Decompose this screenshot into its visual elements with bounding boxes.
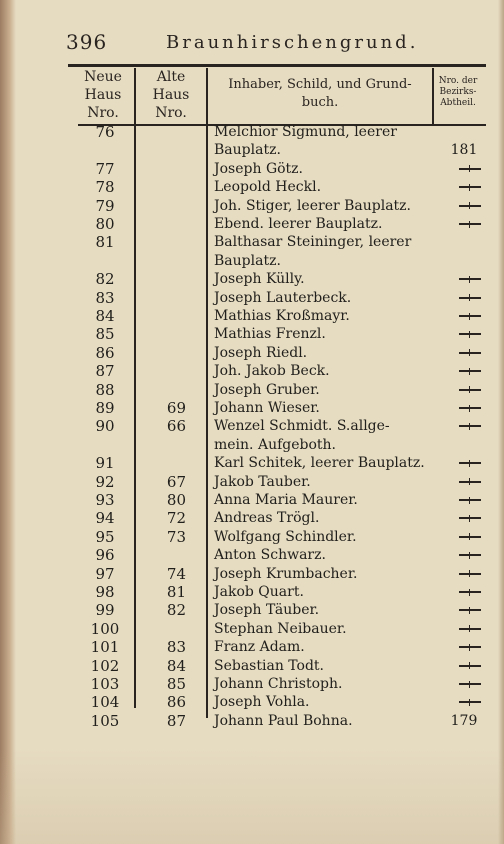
inhaber-text: Mathias Frenzl.	[214, 326, 326, 343]
alte-haus-nro: 72	[166, 509, 186, 528]
neue-haus-nro: 98	[95, 583, 115, 601]
ditto-tick	[469, 478, 470, 485]
ditto-tick	[469, 625, 470, 632]
inhaber-text: mein. Aufgeboth.	[214, 436, 336, 453]
table-row	[0, 398, 504, 418]
inhaber-text: Joseph Gruber.	[214, 381, 320, 398]
ditto-tick	[469, 276, 470, 283]
bezirks-nro	[438, 619, 490, 639]
table-row	[0, 490, 504, 510]
table-row	[0, 619, 504, 639]
inhaber-text: Jakob Quart.	[214, 584, 304, 600]
table-row	[0, 177, 504, 197]
inhaber-text: Andreas Trögl.	[214, 510, 320, 527]
inhaber-text: Joseph Götz.	[214, 160, 304, 177]
neue-haus-nro: 84	[95, 307, 115, 325]
ditto-tick	[469, 662, 470, 669]
bezirks-nro: 179	[450, 712, 478, 729]
table-row	[0, 545, 504, 565]
alte-haus-nro: 81	[166, 583, 186, 601]
ditto-dash	[459, 407, 481, 409]
ditto-tick	[469, 460, 470, 467]
table-row	[0, 637, 504, 657]
inhaber-text: Joh. Jakob Beck.	[214, 363, 330, 380]
table-row	[0, 196, 504, 216]
neue-haus-nro: 94	[95, 509, 115, 528]
ditto-tick	[469, 294, 470, 301]
bezirks-nro	[438, 508, 490, 528]
ditto-tick	[469, 202, 470, 209]
ditto-dash	[459, 573, 481, 575]
neue-haus-nro: 90	[95, 417, 115, 436]
table-row	[0, 527, 504, 547]
ditto-dash	[459, 481, 481, 483]
neue-haus-nro: 102	[90, 656, 120, 675]
ditto-dash	[459, 370, 481, 372]
column-header-line: Nro. der	[438, 76, 478, 86]
column-header-line: buch.	[301, 95, 339, 110]
ditto-dash	[459, 297, 481, 299]
neue-haus-nro: 80	[95, 215, 115, 233]
alte-haus-nro: 82	[166, 601, 186, 620]
column-header-line: Bezirks-	[439, 87, 477, 97]
column-header-alte-haus	[140, 68, 202, 122]
neue-haus-nro: 103	[90, 675, 120, 693]
inhaber-text: Mathias Kroßmayr.	[214, 308, 350, 324]
inhaber-text: Franz Adam.	[214, 639, 305, 656]
neue-haus-nro: 83	[95, 288, 115, 307]
inhaber-text: Joseph Külly.	[214, 271, 305, 288]
ditto-dash	[459, 499, 481, 501]
ditto-dash	[459, 223, 481, 225]
bezirks-nro	[438, 361, 490, 381]
bezirks-nro	[438, 380, 490, 400]
bezirks-nro	[438, 692, 490, 712]
neue-haus-nro: 81	[95, 233, 115, 252]
ditto-tick	[469, 368, 470, 375]
alte-haus-nro: 67	[166, 472, 186, 491]
inhaber-text: Joseph Riedl.	[214, 344, 308, 361]
bezirks-nro	[438, 324, 490, 344]
ditto-dash	[459, 628, 481, 630]
table-row	[0, 214, 504, 234]
alte-haus-nro: 69	[166, 399, 186, 417]
header-rule	[68, 64, 486, 67]
table-row	[0, 508, 504, 528]
ditto-tick	[469, 699, 470, 706]
alte-haus-nro: 66	[166, 417, 186, 436]
ditto-tick	[469, 515, 470, 522]
ditto-dash	[459, 278, 481, 280]
bezirks-nro: 181	[450, 142, 478, 159]
bezirks-nro	[438, 637, 490, 657]
table-row	[0, 711, 504, 731]
neue-haus-nro: 91	[95, 454, 115, 473]
table-row	[0, 416, 504, 436]
ditto-dash	[459, 554, 481, 556]
ditto-tick	[469, 313, 470, 320]
alte-haus-nro: 85	[166, 675, 186, 693]
ditto-tick	[469, 533, 470, 540]
table-row	[0, 232, 504, 252]
table-row	[0, 324, 504, 344]
inhaber-text: Wolfgang Schindler.	[214, 528, 357, 545]
column-header-line: Inhaber, Schild, und Grund-	[228, 77, 412, 92]
table-row	[0, 692, 504, 712]
bezirks-nro	[438, 674, 490, 694]
ditto-tick	[469, 570, 470, 577]
neue-haus-nro: 97	[95, 564, 115, 583]
table-row	[0, 361, 504, 381]
ditto-dash	[459, 389, 481, 391]
neue-haus-nro: 79	[95, 196, 115, 215]
page-bottom-shade	[0, 748, 504, 844]
page-header	[66, 30, 486, 56]
neue-haus-nro: 101	[90, 638, 120, 657]
ditto-dash	[459, 517, 481, 519]
column-header-line: Alte	[156, 69, 186, 85]
table-row	[0, 472, 504, 492]
inhaber-text: Ebend. leerer Bauplatz.	[214, 216, 383, 232]
ditto-tick	[469, 681, 470, 688]
table-row	[0, 380, 504, 400]
ditto-dash	[459, 205, 481, 207]
table-row	[0, 159, 504, 179]
table-row	[0, 140, 504, 160]
column-header-line: Abtheil.	[440, 98, 476, 108]
bezirks-nro	[438, 288, 490, 308]
ditto-dash	[459, 462, 481, 464]
column-header-line: Haus	[84, 87, 122, 103]
bezirks-nro	[438, 269, 490, 289]
alte-haus-nro: 86	[166, 693, 186, 712]
bezirks-nro	[438, 582, 490, 602]
inhaber-text: Joseph Krumbacher.	[214, 565, 358, 582]
inhaber-text: Karl Schitek, leerer Bauplatz.	[214, 455, 425, 472]
inhaber-text: Joseph Lauterbeck.	[214, 289, 352, 306]
ditto-dash	[459, 186, 481, 188]
ditto-dash	[459, 683, 481, 685]
ditto-tick	[469, 552, 470, 559]
column-header-bezirks	[430, 76, 486, 109]
table-row	[0, 674, 504, 694]
inhaber-text: Stephan Neibauer.	[214, 620, 347, 637]
table-row	[0, 600, 504, 620]
bezirks-nro	[438, 600, 490, 620]
ditto-tick	[469, 184, 470, 191]
ditto-dash	[459, 591, 481, 593]
inhaber-text: Sebastian Todt.	[214, 657, 325, 674]
bezirks-nro	[438, 159, 490, 179]
ditto-dash	[459, 315, 481, 317]
column-header-line: Haus	[152, 87, 190, 103]
ditto-tick	[469, 165, 470, 172]
bezirks-nro	[438, 306, 490, 326]
neue-haus-nro: 88	[95, 380, 115, 399]
ditto-tick	[469, 331, 470, 338]
table-row	[0, 656, 504, 676]
column-header-line: Neue	[84, 69, 122, 85]
table-row	[0, 251, 504, 271]
running-title: Braunhirschengrund.	[166, 32, 419, 53]
neue-haus-nro: 99	[95, 601, 115, 620]
column-header-inhaber	[210, 76, 430, 112]
ditto-dash	[459, 536, 481, 538]
table-row	[0, 288, 504, 308]
ditto-tick	[469, 497, 470, 504]
inhaber-text: Melchior Sigmund, leerer	[214, 124, 397, 140]
neue-haus-nro: 89	[95, 399, 115, 417]
neue-haus-nro: 100	[90, 619, 120, 638]
inhaber-text: Balthasar Steininger, leerer	[214, 234, 412, 251]
inhaber-text: Bauplatz.	[214, 142, 281, 159]
ditto-dash	[459, 425, 481, 427]
neue-haus-nro: 96	[95, 546, 115, 565]
alte-haus-nro: 83	[166, 638, 186, 657]
inhaber-text: Johann Paul Bohna.	[214, 712, 353, 729]
table-row	[0, 306, 504, 326]
ditto-tick	[469, 349, 470, 356]
inhaber-text: Joseph Vohla.	[214, 694, 310, 711]
ditto-tick	[469, 405, 470, 412]
page-number: 396	[66, 30, 108, 54]
bezirks-nro	[438, 343, 490, 363]
alte-haus-nro: 80	[166, 491, 186, 509]
ditto-tick	[469, 644, 470, 651]
alte-haus-nro: 73	[166, 527, 186, 546]
ditto-tick	[469, 221, 470, 228]
alte-haus-nro: 84	[166, 656, 186, 675]
table-row	[0, 564, 504, 584]
inhaber-text: Bauplatz.	[214, 252, 281, 269]
neue-haus-nro: 104	[90, 693, 120, 712]
inhaber-text: Wenzel Schmidt. S.allge-	[214, 418, 390, 435]
ditto-dash	[459, 646, 481, 648]
ditto-tick	[469, 423, 470, 430]
ditto-tick	[469, 589, 470, 596]
table-row	[0, 582, 504, 602]
bezirks-nro	[438, 196, 490, 216]
inhaber-text: Johann Wieser.	[214, 400, 320, 416]
table-row	[0, 269, 504, 289]
inhaber-text: Jakob Tauber.	[214, 473, 311, 490]
bezirks-nro	[438, 527, 490, 547]
neue-haus-nro: 76	[95, 123, 115, 141]
table-row	[0, 435, 504, 455]
neue-haus-nro: 82	[95, 270, 115, 289]
alte-haus-nro: 74	[166, 564, 186, 583]
ditto-dash	[459, 665, 481, 667]
ditto-dash	[459, 352, 481, 354]
ditto-tick	[469, 607, 470, 614]
bezirks-nro	[438, 545, 490, 565]
bezirks-nro	[438, 564, 490, 584]
bezirks-nro	[438, 453, 490, 473]
table-row	[0, 122, 504, 142]
neue-haus-nro: 86	[95, 343, 115, 362]
ditto-dash	[459, 333, 481, 335]
bezirks-nro	[438, 490, 490, 510]
ditto-dash	[459, 701, 481, 703]
column-header-line: Nro.	[87, 105, 119, 121]
inhaber-text: Anton Schwarz.	[214, 547, 326, 564]
column-header-neue-haus	[76, 68, 130, 122]
bezirks-nro	[438, 656, 490, 676]
inhaber-text: Leopold Heckl.	[214, 179, 322, 196]
table-row	[0, 343, 504, 363]
bezirks-nro	[438, 177, 490, 197]
neue-haus-nro: 85	[95, 325, 115, 344]
bezirks-nro	[438, 472, 490, 492]
column-divider	[432, 68, 434, 126]
ditto-tick	[469, 386, 470, 393]
neue-haus-nro: 92	[95, 472, 115, 491]
inhaber-text: Joseph Täuber.	[214, 602, 320, 619]
ditto-dash	[459, 609, 481, 611]
alte-haus-nro: 87	[166, 711, 186, 730]
inhaber-text: Joh. Stiger, leerer Bauplatz.	[214, 197, 412, 214]
inhaber-text: Anna Maria Maurer.	[214, 492, 358, 508]
bezirks-nro	[438, 398, 490, 418]
neue-haus-nro: 105	[90, 711, 120, 730]
neue-haus-nro: 95	[95, 527, 115, 546]
bezirks-nro	[438, 214, 490, 234]
ditto-dash	[459, 168, 481, 170]
bezirks-nro	[438, 416, 490, 436]
table-row	[0, 453, 504, 473]
neue-haus-nro: 93	[95, 491, 115, 509]
neue-haus-nro: 77	[95, 159, 115, 178]
inhaber-text: Johann Christoph.	[214, 676, 343, 692]
neue-haus-nro: 87	[95, 362, 115, 381]
neue-haus-nro: 78	[95, 178, 115, 197]
column-header-line: Nro.	[155, 105, 187, 121]
